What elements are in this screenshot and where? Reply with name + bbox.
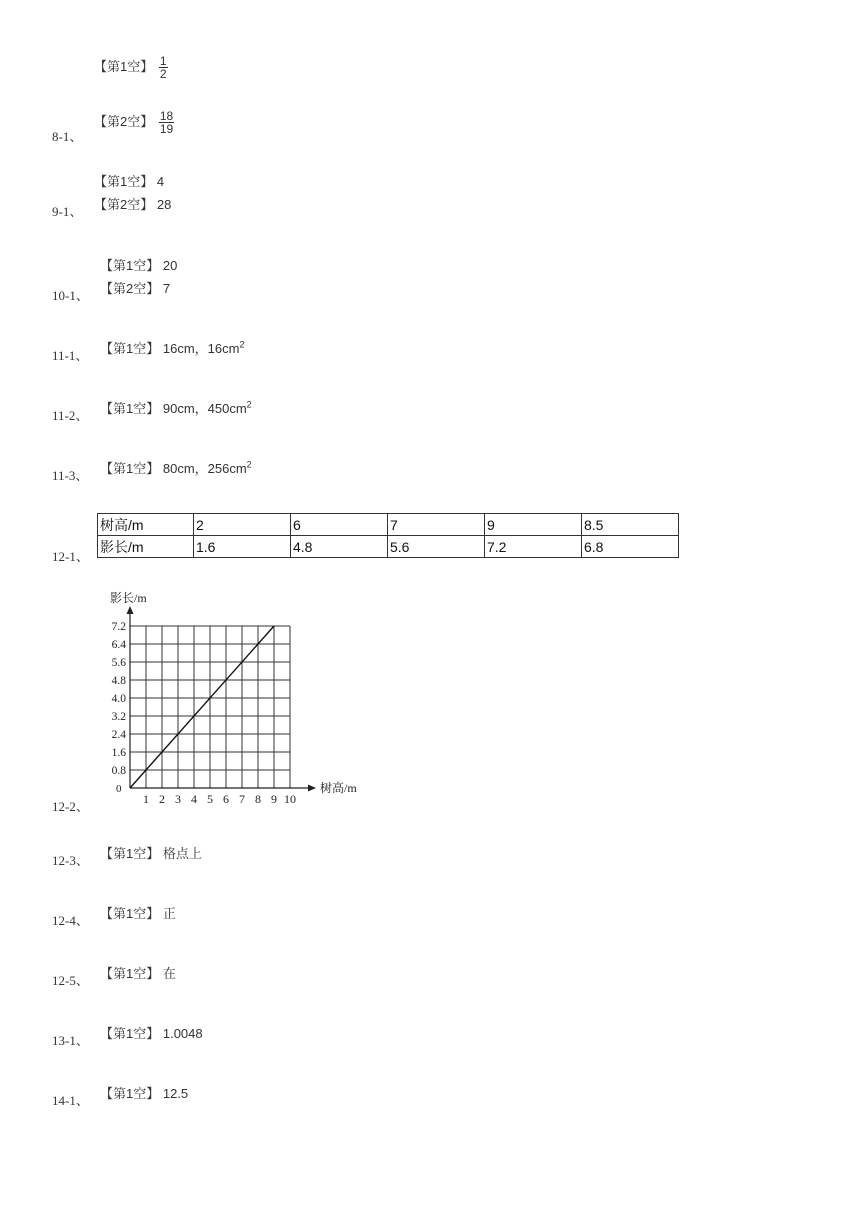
answer-value: 正 <box>162 906 176 921</box>
fraction <box>159 110 174 135</box>
question-number-8-1: 8-1、 <box>52 129 83 144</box>
table-cell: 7.2 <box>485 536 582 558</box>
fraction <box>159 55 168 80</box>
answer-12-5-blank-1 <box>100 963 176 982</box>
y-tick-label: 7.2 <box>111 621 126 633</box>
y-axis-label: 影长/m <box>110 591 147 605</box>
answer-8-1-blank-2 <box>94 110 174 135</box>
answer-value: 80cm，256cm <box>162 461 247 476</box>
question-number-11-1: 11-1、 <box>52 348 89 363</box>
blank-label: 【第1空】 <box>94 58 154 74</box>
blank-label: 【第1空】 <box>100 906 160 921</box>
fraction-denominator: 2 <box>159 67 167 81</box>
blank-label: 【第1空】 <box>100 1026 160 1041</box>
blank-label: 【第1空】 <box>100 401 160 416</box>
question-number-11-3: 11-3、 <box>52 468 89 483</box>
blank-label: 【第2空】 <box>94 197 154 212</box>
x-tick-label: 3 <box>175 792 181 806</box>
question-number-12-3: 12-3、 <box>52 853 89 868</box>
answer-11-2-blank-1 <box>100 398 252 417</box>
answer-13-1-blank-1 <box>100 1023 203 1042</box>
answer-value: 12.5 <box>162 1086 189 1101</box>
series <box>130 626 274 788</box>
answer-value: 格点上 <box>162 846 202 861</box>
answer-11-1-blank-1 <box>100 338 244 357</box>
table-cell: 6.8 <box>582 536 679 558</box>
table-cell: 9 <box>485 514 582 536</box>
y-tick-label: 6.4 <box>111 639 126 651</box>
superscript: 2 <box>239 339 245 350</box>
shadow-length-graph <box>90 583 390 808</box>
answer-value: 4 <box>156 174 165 189</box>
y-tick-label: 0.8 <box>111 765 126 777</box>
table-row <box>98 536 679 558</box>
fraction-denominator: 19 <box>159 122 174 136</box>
answer-14-1-blank-1 <box>100 1083 188 1102</box>
table-cell: 8.5 <box>582 514 679 536</box>
grid <box>130 626 290 788</box>
y-tick-label: 4.0 <box>111 693 126 705</box>
x-axis-label: 树高/m <box>320 781 357 795</box>
blank-label: 【第2空】 <box>100 281 160 296</box>
table-cell: 4.8 <box>291 536 388 558</box>
x-tick-label: 1 <box>143 792 149 806</box>
answer-9-1-blank-1 <box>94 171 164 190</box>
x-tick-label: 7 <box>239 792 245 806</box>
superscript: 2 <box>246 399 252 410</box>
answer-9-1-blank-2 <box>94 194 171 213</box>
x-tick-label: 10 <box>284 792 296 806</box>
question-number-13-1: 13-1、 <box>52 1033 89 1048</box>
fraction-numerator: 18 <box>159 109 174 123</box>
row-header: 影长/m <box>98 536 194 558</box>
blank-label: 【第1空】 <box>100 846 160 861</box>
x-tick-label: 6 <box>223 792 229 806</box>
blank-label: 【第1空】 <box>100 341 160 356</box>
question-number-11-2: 11-2、 <box>52 408 89 423</box>
blank-label: 【第1空】 <box>100 461 160 476</box>
table-cell: 1.6 <box>194 536 291 558</box>
answer-12-3-blank-1 <box>100 843 202 862</box>
axes <box>127 606 317 792</box>
answer-11-3-blank-1 <box>100 458 252 477</box>
question-number-14-1: 14-1、 <box>52 1093 89 1108</box>
table-row <box>98 514 679 536</box>
y-tick-label: 4.8 <box>111 675 126 687</box>
answer-10-1-blank-1 <box>100 255 177 274</box>
answer-value: 20 <box>162 258 178 273</box>
y-tick-label: 2.4 <box>111 729 126 741</box>
origin-label: 0 <box>116 783 122 795</box>
y-axis-arrow <box>127 606 134 614</box>
answer-value: 1.0048 <box>162 1026 203 1041</box>
answer-value: 16cm，16cm <box>162 341 240 356</box>
question-number-9-1: 9-1、 <box>52 204 83 219</box>
x-tick-label: 8 <box>255 792 261 806</box>
blank-label: 【第1空】 <box>94 174 154 189</box>
blank-label: 【第1空】 <box>100 258 160 273</box>
answer-value: 在 <box>162 966 176 981</box>
row-header: 树高/m <box>98 514 194 536</box>
answer-value: 7 <box>162 281 171 296</box>
x-tick-label: 9 <box>271 792 277 806</box>
answer-10-1-blank-2 <box>100 278 170 297</box>
blank-label: 【第2空】 <box>94 113 154 129</box>
x-tick-label: 5 <box>207 792 213 806</box>
y-tick-label: 1.6 <box>111 747 126 759</box>
table-cell: 7 <box>388 514 485 536</box>
superscript: 2 <box>246 459 252 470</box>
y-tick-label: 5.6 <box>111 657 126 669</box>
blank-label: 【第1空】 <box>100 966 160 981</box>
table-cell: 2 <box>194 514 291 536</box>
fraction-numerator: 1 <box>159 54 167 68</box>
series-line <box>130 626 274 788</box>
question-number-12-4: 12-4、 <box>52 913 89 928</box>
answer-12-4-blank-1 <box>100 903 176 922</box>
x-tick-label: 2 <box>159 792 165 806</box>
question-number-12-1: 12-1、 <box>52 549 89 564</box>
question-number-10-1: 10-1、 <box>52 288 89 303</box>
x-axis-arrow <box>308 785 316 792</box>
blank-label: 【第1空】 <box>100 1086 160 1101</box>
height-shadow-table <box>97 513 679 558</box>
x-tick-label: 4 <box>191 792 197 806</box>
table-cell: 6 <box>291 514 388 536</box>
answer-8-1-blank-1 <box>94 55 168 80</box>
table-cell: 5.6 <box>388 536 485 558</box>
y-tick-label: 3.2 <box>111 711 126 723</box>
question-number-12-5: 12-5、 <box>52 973 89 988</box>
question-number-12-2: 12-2、 <box>52 799 89 814</box>
answer-value: 90cm，450cm <box>162 401 247 416</box>
answer-value: 28 <box>156 197 172 212</box>
